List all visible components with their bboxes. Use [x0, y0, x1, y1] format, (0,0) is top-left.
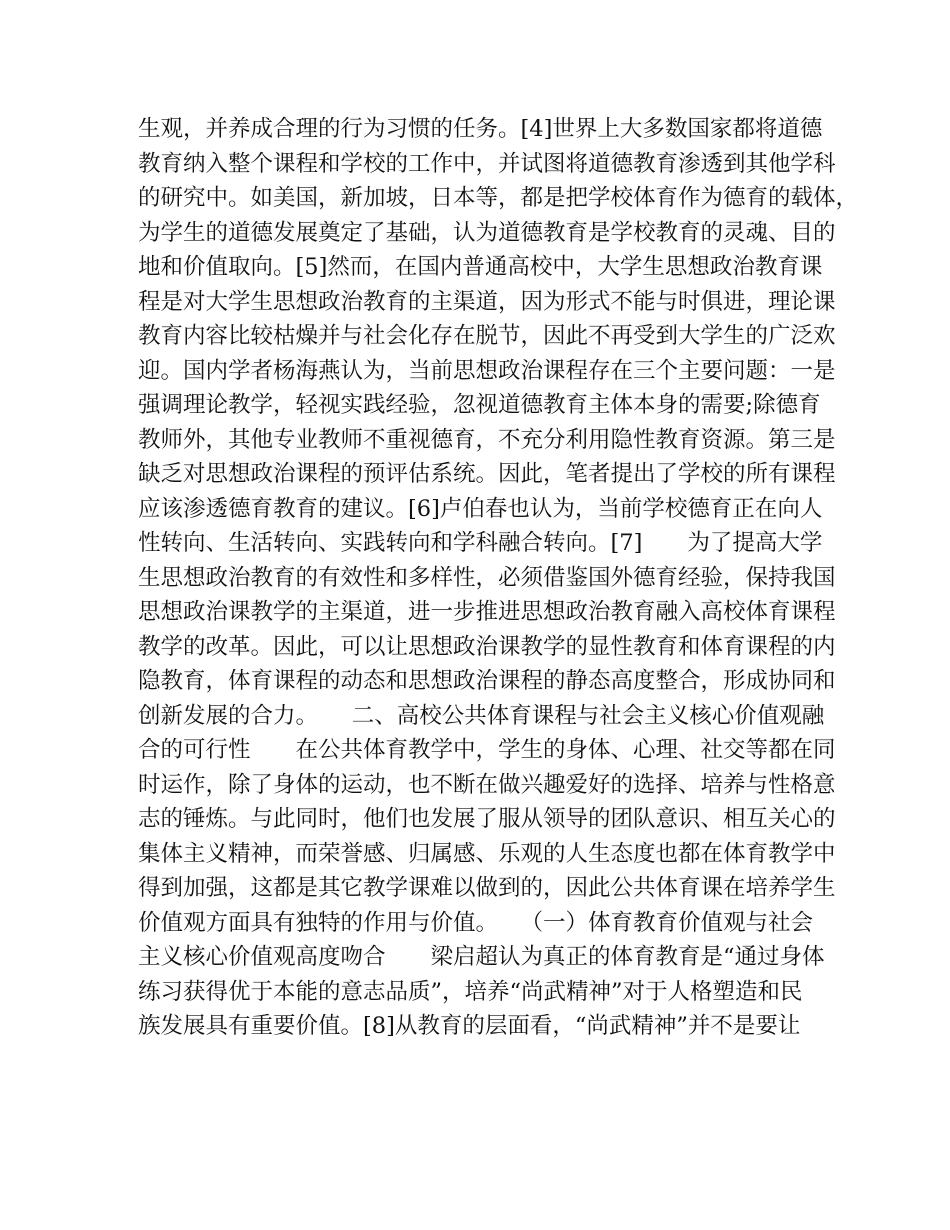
text-line: 生观，并养成合理的行为习惯的任务。[4]世界上大多数国家都将道德 [138, 116, 823, 142]
text-line: 教育纳入整个课程和学校的工作中，并试图将道德教育渗透到其他学科 [138, 150, 836, 177]
text-line: 族发展具有重要价值。[8]从教育的层面看，“尚武精神”并不是要让 [138, 1013, 801, 1039]
text-line: 性转向、生活转向、实践转向和学科融合转向。[7] 为了提高大学 [138, 530, 823, 556]
text-line: 地和价值取向。[5]然而，在国内普通高校中，大学生思想政治教育课 [138, 254, 823, 280]
text-line: 教学的改革。因此，可以让思想政治课教学的显性教育和体育课程的内 [138, 633, 836, 660]
text-line: 创新发展的合力。 二、高校公共体育课程与社会主义核心价值观融 [138, 702, 825, 729]
text-line: 迎。国内学者杨海燕认为，当前思想政治课程存在三个主要问题：一是 [138, 357, 836, 384]
text-line: 得到加强，这都是其它教学课难以做到的，因此公共体育课在培养学生 [138, 875, 836, 901]
text-line: 程是对大学生思想政治教育的主渠道，因为形式不能与时俱进，理论课 [138, 288, 836, 315]
text-line: 缺乏对思想政治课程的预评估系统。因此，笔者提出了学校的所有课程 [138, 461, 836, 487]
text-line: 隐教育，体育课程的动态和思想政治课程的静态高度整合，形成协同和 [138, 668, 836, 694]
text-line: 生思想政治教育的有效性和多样性，必须借鉴国外德育经验，保持我国 [138, 564, 836, 591]
text-line: 价值观方面具有独特的作用与价值。 （一）体育教育价值观与社会 [138, 909, 814, 936]
text-line: 为学生的道德发展奠定了基础，认为道德教育是学校教育的灵魂、目的 [138, 219, 836, 246]
text-line: 合的可行性 在公共体育教学中，学生的身体、心理、社交等都在同 [138, 737, 836, 763]
text-line: 的研究中。如美国，新加坡，日本等，都是把学校体育作为德育的载体， [138, 185, 859, 211]
text-line: 志的锤炼。与此同时，他们也发展了服从领导的团队意识、相互关心的 [138, 806, 836, 832]
text-line: 强调理论教学，轻视实践经验，忽视道德教育主体本身的需要;除德育 [138, 392, 821, 418]
text-line: 集体主义精神，而荣誉感、归属感、乐观的人生态度也都在体育教学中 [138, 840, 836, 867]
body-text [138, 112, 859, 1044]
text-line: 思想政治课教学的主渠道，进一步推进思想政治教育融入高校体育课程 [138, 599, 836, 625]
text-line: 练习获得优于本能的意志品质”，培养“尚武精神”对于人格塑造和民 [138, 978, 803, 1005]
text-line: 主义核心价值观高度吻合 梁启超认为真正的体育教育是“通过身体 [138, 944, 825, 970]
text-line: 时运作，除了身体的运动，也不断在做兴趣爱好的选择、培养与性格意 [138, 771, 836, 798]
text-line: 教师外，其他专业教师不重视德育，不充分利用隐性教育资源。第三是 [138, 426, 836, 453]
text-line: 教育内容比较枯燥并与社会化存在脱节，因此不再受到大学生的广泛欢 [138, 323, 836, 349]
text-line: 应该渗透德育教育的建议。[6]卢伯春也认为，当前学校德育正在向人 [138, 495, 823, 522]
